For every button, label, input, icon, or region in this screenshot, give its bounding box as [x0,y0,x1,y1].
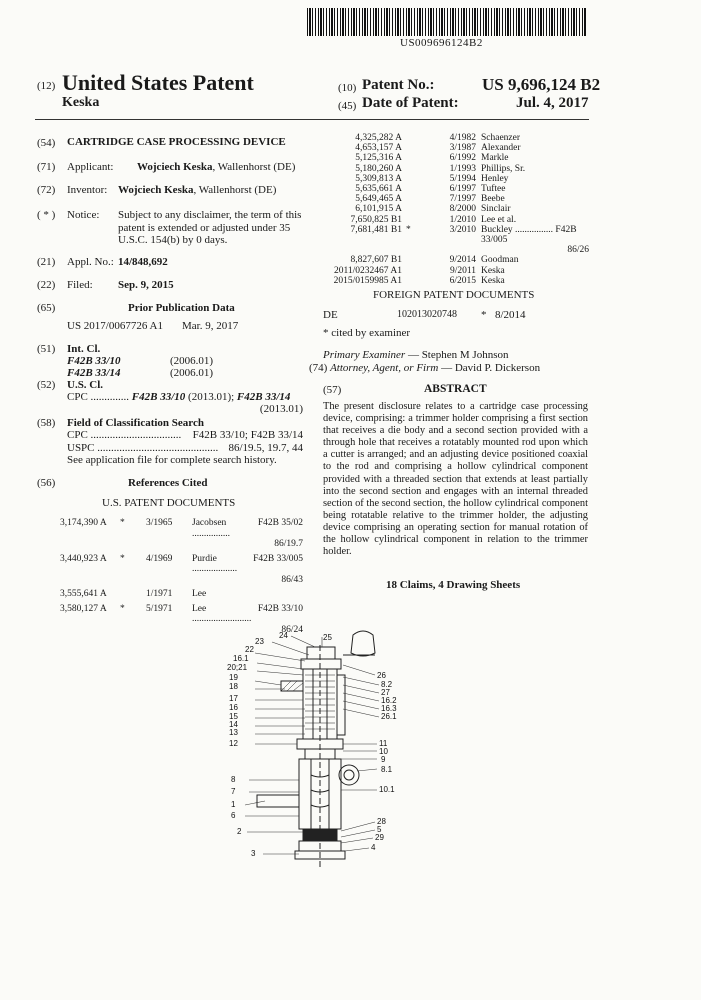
ref-row [327,225,589,245]
label-16-2: 16.2 [381,696,397,705]
ref-row [327,266,589,276]
ref-d: 1/1971 [146,589,173,599]
ref-n: 3,440,923 A [60,553,107,564]
ref-k: * [120,518,125,528]
patent-number: US 9,696,124 B2 [482,75,601,94]
code-51: (51) [37,343,56,355]
ref-n: 8,827,607 B1 [350,255,402,266]
label-26-1: 26.1 [381,712,397,721]
ref-nm: Keska [481,275,505,286]
ref-nm: Jacobsen ................ [192,518,230,539]
label-18: 18 [229,682,238,691]
ref-d: 4/1969 [146,553,173,564]
ref-class-sub: 86/24 [281,624,303,635]
cited-by-examiner: * cited by examiner [323,327,411,339]
attorney: (74) Attorney, Agent, or Firm — David P. Dickerson [309,362,541,374]
filed-label: Filed: [67,279,93,291]
us-ref-row [60,518,303,550]
ref-row [327,164,589,174]
ref-n: 5,309,813 A [355,173,402,184]
label-20-21: 20;21 [227,663,248,672]
ref-row [327,184,589,194]
appl-no-value: 14/848,692 [118,256,168,268]
label-5: 5 [377,825,382,834]
ref-row [327,174,589,184]
label-8: 8 [231,775,236,784]
label-3: 3 [251,849,256,858]
field-search-label: Field of Classification Search [67,417,204,429]
ref-class-sub: 86/19.7 [274,539,303,549]
ref-d: 3/1987 [449,143,476,154]
label-16-3: 16.3 [381,704,397,713]
patent-type-title: United States Patent [62,70,254,95]
code-12: (12) [37,80,56,92]
barcode-number: US009696124B2 [400,37,483,49]
ref-nm: Markle [481,153,509,164]
ref-k [120,589,146,600]
label-4: 4 [371,843,376,852]
claims-drawing-sheets: 18 Claims, 4 Drawing Sheets [386,579,521,591]
ref-nm: Keska [481,265,505,276]
prior-pub-title: Prior Publication Data [128,302,235,314]
ref-nm: Beebe [481,194,505,205]
ref-d: 4/1982 [449,133,476,143]
ref-d: 7/1997 [449,194,476,205]
ref-n: 4,653,157 A [355,143,402,154]
ref-n: 5,125,316 A [355,153,402,164]
ref-row [327,276,589,286]
field-search-values: CPC ................................. F42B 33/10; F42B 33/14 USPC ............................................ 86/19.5, 19.7, 44 See application file for complete search history. [67,429,303,466]
ref-n: 5,635,661 A [355,184,402,195]
ref-n: 2011/0232467 A1 [334,265,402,276]
int-cl-values: F42B 33/10 (2006.01) F42B 33/14 (2006.01) [67,355,214,379]
appl-no-label: Appl. No.: [67,256,114,268]
ref-nm: Purdie ................... [192,553,238,574]
ref-nm: Sinclair [481,204,511,215]
code-52: (52) [37,379,56,391]
label-23: 23 [255,637,264,646]
us-cl-values: CPC .............. F42B 33/10 (2013.01); F42B 33/14 (2013.01) [67,391,303,415]
abstract-text: The present disclosure relates to a cartridge case processing device, comprising: a trimmer holder comprising a first section that receives a die body and a second section provided with a through hole that receives a rotatably mounted rod upon which a cutter is arranged; and an adjusting device positioned coaxial to the rod and comprising a hollow cylindrical component provided with a threaded section that extends at least partially into the second section and engages with an internal threaded section of the second section, the hollow cylindrical component being rotatable relative to the trimmer holder, the adjusting device comprising an operating section for manual rotation of the hollow cylindrical component in relation to the trimmer holder. [323,401,588,558]
ref-k [406,194,430,204]
code-notice: ( * ) [37,209,56,221]
notice-label: Notice: [67,209,100,221]
ref-d: 3/2010 [449,224,476,235]
ref-k [406,184,430,194]
patent-date: Jul. 4, 2017 [516,95,589,111]
code-65: (65) [37,302,56,314]
abstract-title: ABSTRACT [424,383,487,395]
us-cl-label: U.S. Cl. [67,379,104,391]
ref-nm: Buckley ................ F42B 33/005 [481,224,577,246]
notice-text: Subject to any disclaimer, the term of this patent is extended or adjusted under 35 U.S.C. 154(b) by 0 days. [118,209,302,246]
ref-row [327,245,589,255]
ref-n: 7,650,825 B1 [350,214,402,225]
label-8-1: 8.1 [381,765,393,774]
references-title: References Cited [128,477,208,489]
us-patents-title: U.S. PATENT DOCUMENTS [102,497,236,509]
ref-k [406,153,430,163]
ref-row [327,143,589,153]
ref-k: * [120,603,125,614]
code-72: (72) [37,184,56,196]
us-ref-row [60,589,303,600]
ref-nm: Lee ......................... [192,603,252,624]
ref-k [406,133,430,143]
ref-k [406,255,430,265]
ref-row [327,215,589,225]
code-21: (21) [37,256,56,268]
ref-nm: Schaenzer [481,133,521,143]
ref-d: 8/2000 [449,204,476,215]
us-ref-row [60,554,303,586]
patent-no-label: Patent No.: [362,77,435,93]
label-2: 2 [237,827,242,836]
ref-k [406,164,430,174]
int-cl-label: Int. Cl. [67,343,101,355]
label-9: 9 [381,755,386,764]
code-22: (22) [37,279,56,291]
code-56: (56) [37,477,56,489]
label-24: 24 [279,631,288,640]
inventor-label: Inventor: [67,184,108,196]
ref-n: 3,174,390 A [60,518,107,528]
applicant-value: Wojciech Keska, Wallenhorst (DE) [137,161,296,173]
ref-nm: Phillips, Sr. [481,163,526,174]
label-1: 1 [231,800,236,809]
prior-pub-number: US 2017/0067726 A1 [67,320,163,332]
ref-row [327,204,589,214]
code-10: (10) [338,82,357,94]
inventor-value: Wojciech Keska, Wallenhorst (DE) [118,184,277,196]
ref-d: 5/1971 [146,603,173,614]
label-14: 14 [229,720,238,729]
ref-d: 9/2011 [449,265,476,276]
ref-d: 1/1993 [449,163,476,174]
ref-d: 1/2010 [449,214,476,225]
ref-n: 3,555,641 A [60,589,107,599]
label-28: 28 [377,817,386,826]
ref-nm: Tuftee [481,184,506,195]
ref-d: 6/2015 [449,275,476,286]
label-19: 19 [229,673,238,682]
label-15: 15 [229,712,238,721]
header-inventor: Keska [62,95,100,110]
ref-n: 5,649,465 A [355,194,402,205]
ref-n: 2015/0159985 A1 [333,275,402,286]
label-22: 22 [245,645,254,654]
ref-k: * [406,224,411,235]
ref-row [327,133,589,143]
patent-drawing [225,625,435,885]
ref-class: F42B 33/005 [253,553,303,564]
label-17: 17 [229,694,238,703]
primary-examiner: Primary Examiner — Stephen M Johnson [323,349,509,361]
foreign-date: 8/2014 [495,309,526,321]
label-29: 29 [375,833,384,842]
code-58: (58) [37,417,56,429]
foreign-title: FOREIGN PATENT DOCUMENTS [373,289,535,301]
label-12: 12 [229,739,238,748]
foreign-number: 102013020748 [397,309,457,320]
ref-nm: Henley [481,173,509,184]
ref-class-sub: 86/43 [281,574,303,585]
code-45: (45) [338,100,357,112]
label-8-2: 8.2 [381,680,393,689]
ref-n: 7,681,481 B1 [350,224,402,235]
barcode [307,8,587,36]
ref-row [327,255,589,265]
ref-n: 3,580,127 A [60,603,107,614]
ref-d: 9/2014 [449,255,476,266]
us-refs-left [60,518,303,639]
ref-d: 3/1965 [146,518,173,528]
ref-k [406,276,430,286]
code-71: (71) [37,161,56,173]
label-26: 26 [377,671,386,680]
header-rule [35,119,589,120]
ref-row [327,194,589,204]
ref-n: 5,180,260 A [355,163,402,174]
label-13: 13 [229,728,238,737]
ref-d: 5/1994 [449,173,476,184]
label-16-1: 16.1 [233,654,249,663]
filed-value: Sep. 9, 2015 [118,279,174,291]
ref-k: * [120,553,125,564]
ref-class: F42B 35/02 [257,518,303,528]
ref-nm: Alexander [481,143,521,154]
ref-class: F42B 33/10 [257,603,303,614]
ref-d: 6/1997 [449,184,476,195]
label-10: 10 [379,747,388,756]
ref-k [406,174,430,184]
ref-row [327,153,589,163]
label-6: 6 [231,811,236,820]
ref-k [406,204,430,214]
label-27: 27 [381,688,390,697]
label-7: 7 [231,787,236,796]
ref-k [406,143,430,153]
us-refs-right [327,133,589,286]
label-25: 25 [323,633,332,642]
ref-k [406,215,430,225]
date-label: Date of Patent: [362,95,459,111]
applicant-label: Applicant: [67,161,114,173]
code-54: (54) [37,137,56,149]
ref-n: 6,101,915 A [355,204,402,215]
ref-n: 4,325,282 A [355,133,402,143]
invention-title: CARTRIDGE CASE PROCESSING DEVICE [67,136,286,148]
prior-pub-date: Mar. 9, 2017 [182,320,239,332]
ref-nm: Goodman [481,255,519,266]
foreign-country: DE [323,309,338,321]
label-10-1: 10.1 [379,785,395,794]
ref-nm: 86/26 [567,245,589,256]
ref-nm: Lee et al. [481,214,517,225]
foreign-star: * [481,309,487,321]
label-16: 16 [229,703,238,712]
code-57: (57) [323,384,342,396]
label-11: 11 [379,739,388,748]
ref-nm: Lee [192,589,207,599]
ref-k [406,266,430,276]
ref-d: 6/1992 [449,153,476,164]
